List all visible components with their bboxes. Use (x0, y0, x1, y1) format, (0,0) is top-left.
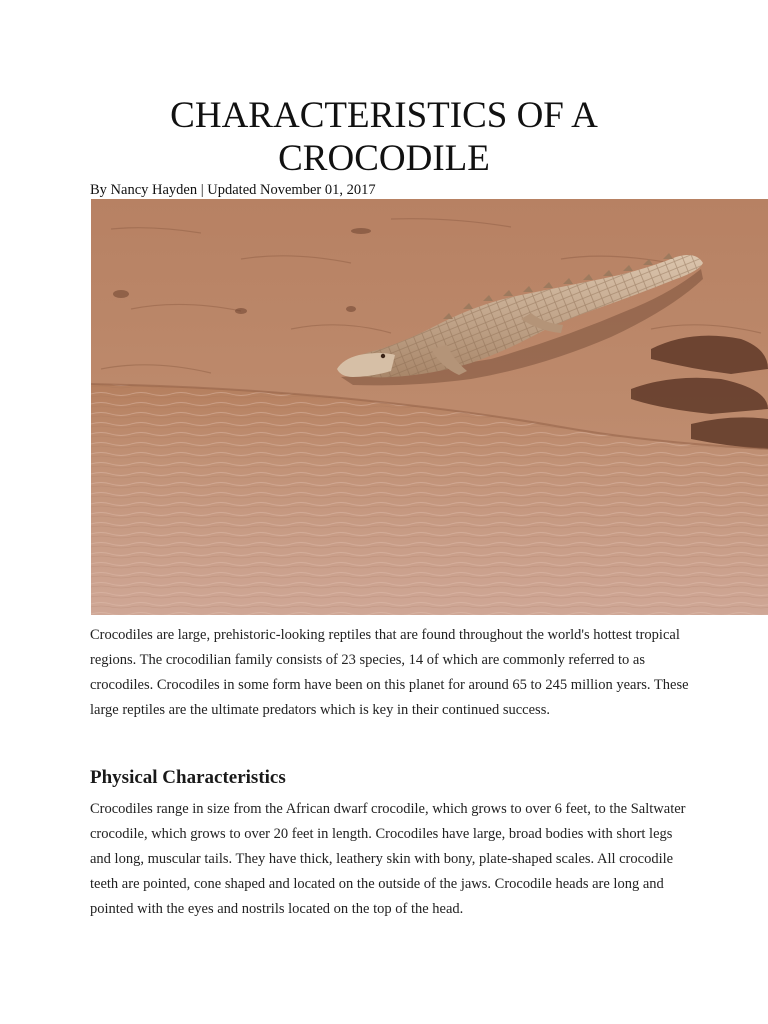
section-heading: Physical Characteristics (90, 767, 286, 788)
page-title (90, 94, 678, 180)
title-line-2: CROCODILE (278, 138, 490, 179)
crocodile-photo (91, 199, 768, 615)
title-line-1: CHARACTERISTICS OF A (170, 95, 598, 136)
byline: By Nancy Hayden | Updated November 01, 2017 (90, 182, 376, 198)
section-paragraph: Crocodiles range in size from the African dwarf crocodile, which grows to over 6 feet, to the Saltwater crocodile, which grows to over 20 feet in length. Crocodiles have large, broad bodies with short legs and long, muscular tails. They have thick, leathery skin with bony, plate-shaped scales. All crocodile teeth are pointed, cone shaped and located on the outside of the jaws. Crocodile heads are long and pointed with the eyes and nostrils located on the top of the head. (90, 801, 686, 917)
intro-paragraph: Crocodiles are large, prehistoric-looking reptiles that are found throughout the world's hottest tropical regions. The crocodilian family consists of 23 species, 14 of which are commonly referred to as crocodiles. Crocodiles in some form have been on this planet for around 65 to 245 million years. These large reptiles are the ultimate predators which is key in their continued success. (90, 627, 689, 718)
